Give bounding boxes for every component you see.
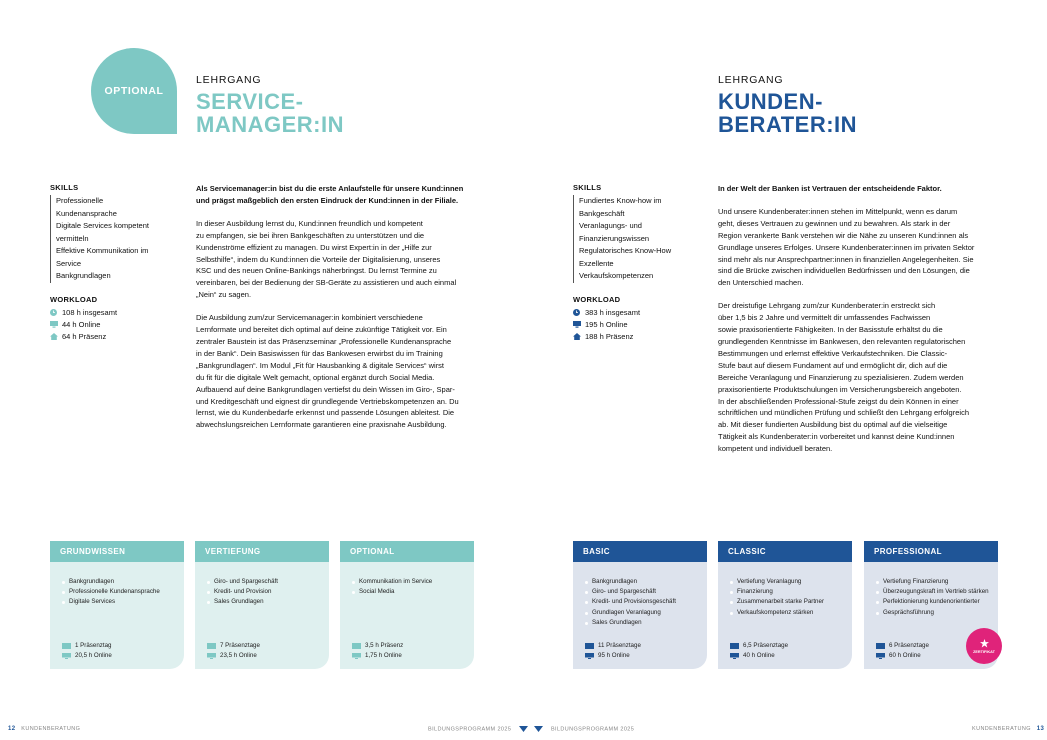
card-body — [718, 562, 852, 669]
right-title-line2: BERATER:IN — [718, 112, 858, 137]
text-line: Grundlage unseres Erfolges. Unsere Kundenberater:innen im privaten Sektor — [718, 242, 975, 252]
text-line: praxisorientierte Produktschulungen im Versicherungsbereich angeboten. — [718, 384, 962, 394]
optional-badge — [91, 48, 177, 134]
right-title-line1: KUNDEN- — [718, 89, 823, 114]
list-item: Gesprächsführung — [876, 608, 992, 618]
left-heading — [196, 74, 344, 136]
monitor-icon — [730, 653, 739, 659]
text-line: sowie praxisorientierte Fähigkeiten. In der Basisstufe erhältst du die — [718, 325, 943, 335]
card-stats — [352, 641, 403, 661]
card-list — [876, 577, 992, 618]
stat-online: 60 h Online — [889, 652, 921, 659]
left-sidebar — [50, 183, 170, 343]
card-list — [207, 577, 323, 608]
list-item: Kredit- und Provision — [207, 587, 323, 597]
list-item: vermitteln — [50, 233, 170, 246]
list-item: Giro- und Spargeschäft — [207, 577, 323, 587]
text-line: über 1,5 bis 2 Jahre und vermittelt dir umfassendes Fachwissen — [718, 313, 931, 323]
text-line: Stufe baut auf diesem Fundament auf und ermöglicht dir, dich auf die — [718, 360, 948, 370]
stat-online: 1,75 h Online — [365, 652, 402, 659]
workload-online: 44 h Online — [62, 319, 101, 329]
card-basic — [573, 541, 707, 669]
text-line: den Unterschied machen. — [718, 278, 804, 288]
stat-presence: 6,5 Präsenztage — [743, 642, 789, 649]
list-item: Überzeugungskraft im Vertrieb stärken — [876, 587, 992, 597]
workload-total: 108 h insgesamt — [62, 307, 118, 317]
text-line: in der Bank“. Dein Basiswissen für das Bankwesen erwirbst du im Training — [196, 348, 443, 358]
text-line: grundlegenden Kenntnisse im Bankwesen, den relevanten regulatorischen — [718, 336, 966, 346]
card-title: PROFESSIONAL — [864, 541, 998, 562]
list-item: Bankgrundlagen — [585, 577, 701, 587]
text-line: Region verankerte Bank verstehen wir die Nähe zu unseren Kund:innen als — [718, 230, 969, 240]
card-stats — [62, 641, 112, 661]
text-line: Der dreistufige Lehrgang zum/zur Kundenberater:in erstreckt sich — [718, 301, 936, 311]
list-item: Digitale Services kompetent — [50, 220, 170, 233]
right-page-title — [718, 90, 857, 136]
card-body — [195, 562, 329, 669]
text-line: du fit für die digitale Welt gemacht, optional ergänzt durch Social Media. — [196, 372, 435, 382]
list-item: Vertiefung Finanzierung — [876, 577, 992, 587]
text-line: abwechslungsreichen Lernformate garantieren eine praxisnahe Ausbildung. — [196, 420, 447, 430]
left-paragraph-1 — [196, 218, 486, 301]
stat-presence: 1 Präsenztag — [75, 642, 112, 649]
list-item: Vertiefung Veranlagung — [730, 577, 846, 587]
list-item: Bankgrundlagen — [62, 577, 178, 587]
left-page-title — [196, 90, 344, 136]
right-skills-heading: SKILLS — [573, 183, 602, 192]
text-line: „Bankgrundlagen“. Im Modul „Fit für Hausbanking & digitale Services“ wirst — [196, 360, 445, 370]
certificate-badge — [966, 628, 1002, 664]
card-grundwissen — [50, 541, 184, 669]
text-line: zu empfangen, sie bei ihren Bankgeschäften zu unterstützen und die — [196, 230, 425, 240]
list-item: Exzellente — [573, 258, 698, 271]
list-item: Professionelle Kundenansprache — [62, 587, 178, 597]
monitor-icon — [352, 653, 361, 659]
list-item: Verkaufskompetenz stärken — [730, 608, 846, 618]
card-list — [352, 577, 468, 597]
logo-icon — [534, 726, 543, 732]
stat-online: 95 h Online — [598, 652, 630, 659]
house-icon — [573, 333, 585, 340]
lead-line: Als Servicemanager:in bist du die erste Anlaufstelle für unsere Kund:innen — [196, 184, 464, 193]
monitor-icon — [585, 653, 594, 659]
stat-presence: 3,5 h Präsenz — [365, 642, 404, 649]
right-workload-list — [573, 307, 698, 343]
card-vertiefung — [195, 541, 329, 669]
list-item: Grundlagen Veranlagung — [585, 608, 701, 618]
right-workload-heading: WORKLOAD — [573, 294, 621, 304]
text-line: Bereiche Veranlagung und Finanzierung zu spezialisieren. Zudem werden — [718, 372, 964, 382]
text-line: Tätigkeit als Kundenberater:in vorbereitet und kannst deine Kund:innen — [718, 432, 955, 442]
footer-program: BILDUNGSPROGRAMM 2025 — [428, 726, 512, 733]
text-line: Aufbauend auf deine Bankgrundlagen vertiefst du dein Wissen im Giro-, Spar- — [196, 384, 455, 394]
left-kicker: LEHRGANG — [196, 74, 262, 86]
stat-online: 40 h Online — [743, 652, 775, 659]
text-line: ab. Mit dieser fundierten Ausbildung bist du optimal auf die vielseitige — [718, 420, 948, 430]
text-line: sind die Brücke zwischen individuellen Bedürfnissen und den Lösungen, die — [718, 266, 970, 276]
page-number: 13 — [1036, 726, 1045, 732]
text-line: In dieser Ausbildung lernst du, Kund:innen freundlich und kompetent — [196, 218, 423, 228]
list-item: Service — [50, 258, 170, 271]
list-item: Effektive Kommunikation im — [50, 245, 170, 258]
list-item: Sales Grundlagen — [585, 618, 701, 628]
list-item: Regulatorisches Know-How — [573, 245, 698, 258]
card-body — [340, 562, 474, 669]
right-paragraph-1 — [718, 206, 1008, 289]
card-stats — [207, 641, 260, 661]
text-line: „Nein“ zu sagen. — [196, 290, 252, 300]
text-line: KSC und des neuen Online-Bankings näherbringst. Du lernst Termine zu — [196, 266, 437, 276]
card-classic — [718, 541, 852, 669]
card-title: VERTIEFUNG — [195, 541, 329, 562]
left-title-line1: SERVICE- — [196, 89, 304, 114]
list-item: Kredit- und Provisionsgeschäft — [585, 597, 701, 607]
footer-section: KUNDENBERATUNG — [972, 726, 1031, 732]
list-item: Perfektionierung kundenorientierter — [876, 597, 992, 607]
logo-icon — [519, 726, 528, 732]
text-line: schriftlichen und mündlichen Prüfung und schließt den Lehrgang erfolgreich — [718, 408, 969, 418]
right-heading — [718, 74, 857, 136]
right-lead: In der Welt der Banken ist Vertrauen der entscheidende Faktor. — [718, 184, 942, 193]
text-line: zentraler Baustein ist das Präsenzseminar „Professionelle Kundenansprache — [196, 336, 452, 346]
workload-presence: 64 h Präsenz — [62, 331, 107, 341]
text-line: In der abschließenden Professional-Stufe zeigst du dein Können in einer — [718, 396, 959, 406]
clock-icon — [573, 309, 585, 316]
list-item: Kommunikation im Service — [352, 577, 468, 587]
list-item: Zusammenarbeit starke Partner — [730, 597, 846, 607]
monitor-icon — [573, 321, 585, 328]
list-item: Giro- und Spargeschäft — [585, 587, 701, 597]
text-line: kompetent und individuell beraten. — [718, 444, 833, 454]
list-item: Finanzierungswissen — [573, 233, 698, 246]
right-body — [718, 183, 1008, 466]
text-line: Bestimmungen und erlernst effektive Verkaufstechniken. Die Classic- — [718, 348, 948, 358]
left-workload-heading: WORKLOAD — [50, 294, 98, 304]
card-stats — [730, 641, 788, 661]
text-line: und Kreditgeschäft und eignest dir grundlegende Vertriebskompetenzen an. Du — [196, 396, 459, 406]
card-title: BASIC — [573, 541, 707, 562]
right-skills-list — [573, 195, 698, 283]
list-item: Sales Grundlagen — [207, 597, 323, 607]
text-line: Selbsthilfe“, indem du Kund:innen die Vorteile der Digitalisierung, unseres — [196, 254, 441, 264]
right-sidebar — [573, 183, 698, 343]
list-item: Professionelle — [50, 195, 170, 208]
left-footer — [8, 726, 80, 732]
card-stats — [876, 641, 929, 661]
calendar-icon — [730, 643, 739, 649]
text-line: Und unsere Kundenberater:innen stehen im Mittelpunkt, wenn es darum — [718, 206, 958, 216]
card-optional — [340, 541, 474, 669]
stat-presence: 6 Präsenztage — [889, 642, 929, 649]
card-body — [573, 562, 707, 669]
text-line: Die Ausbildung zum/zur Servicemanager:in kombiniert verschiedene — [196, 313, 423, 323]
right-paragraph-2 — [718, 300, 1008, 455]
right-footer-program — [534, 726, 634, 732]
card-list — [730, 577, 846, 618]
calendar-icon — [876, 643, 885, 649]
text-line: sind mehr als nur Ansprechpartner:innen in finanziellen Angelegenheiten. Sie — [718, 254, 974, 264]
right-kicker: LEHRGANG — [718, 74, 784, 86]
monitor-icon — [207, 653, 216, 659]
certificate-label: ZERTIFIKAT — [973, 649, 995, 654]
list-item: Bankgrundlagen — [50, 270, 170, 283]
calendar-icon — [352, 643, 361, 649]
right-footer — [972, 726, 1044, 732]
footer-section: KUNDENBERATUNG — [21, 726, 81, 732]
calendar-icon — [62, 643, 71, 649]
workload-presence: 188 h Präsenz — [585, 331, 634, 341]
stat-online: 20,5 h Online — [75, 652, 112, 659]
stat-presence: 11 Präsenztage — [598, 642, 641, 649]
card-list — [62, 577, 178, 608]
left-lead — [196, 183, 486, 207]
card-title: CLASSIC — [718, 541, 852, 562]
footer-program: BILDUNGSPROGRAMM 2025 — [550, 726, 635, 733]
list-item: Digitale Services — [62, 597, 178, 607]
page-number: 12 — [8, 726, 16, 732]
list-item: Veranlagungs- und — [573, 220, 698, 233]
left-skills-heading: SKILLS — [50, 183, 79, 192]
workload-online: 195 h Online — [585, 319, 628, 329]
workload-total: 383 h insgesamt — [585, 307, 641, 317]
text-line: lernst, wie du Kundenbedarfe erkennst und passende Lösungen ableitest. Die — [196, 408, 455, 418]
text-line: vereinbaren, bei der Bedienung der SB-Geräte zu assistieren und auch einmal — [196, 278, 457, 288]
left-skills-list — [50, 195, 170, 283]
card-body — [50, 562, 184, 669]
clock-icon — [50, 309, 62, 316]
star-icon — [980, 639, 989, 648]
calendar-icon — [585, 643, 594, 649]
monitor-icon — [876, 653, 885, 659]
monitor-icon — [50, 321, 62, 328]
calendar-icon — [207, 643, 216, 649]
left-title-line2: MANAGER:IN — [196, 112, 344, 137]
optional-badge-label: OPTIONAL — [104, 85, 164, 97]
card-title: OPTIONAL — [340, 541, 474, 562]
text-line: Lernformate und bereitet dich optimal auf deine zukünftige Tätigkeit vor. Ein — [196, 325, 447, 335]
monitor-icon — [62, 653, 71, 659]
left-body — [196, 183, 486, 442]
list-item: Fundiertes Know-how im — [573, 195, 698, 208]
list-item: Social Media — [352, 587, 468, 597]
text-line: Kundenströme effizient zu managen. Du wirst Expert:in in der „Hilfe zur — [196, 242, 432, 252]
stat-presence: 7 Präsenztage — [220, 642, 260, 649]
left-footer-program — [428, 726, 528, 732]
card-list — [585, 577, 701, 628]
card-stats — [585, 641, 641, 661]
list-item: Kundenansprache — [50, 208, 170, 221]
left-workload-list — [50, 307, 170, 343]
text-line: geht, dieses Vertrauen zu gewinnen und zu bewahren. Als stark in der — [718, 218, 951, 228]
left-paragraph-2 — [196, 312, 486, 431]
lead-line: und prägst maßgeblich den ersten Eindruck der Kund:innen in der Filiale. — [196, 195, 459, 205]
list-item: Verkaufskompetenzen — [573, 270, 698, 283]
list-item: Finanzierung — [730, 587, 846, 597]
house-icon — [50, 333, 62, 340]
stat-online: 23,5 h Online — [220, 652, 257, 659]
list-item: Bankgeschäft — [573, 208, 698, 221]
card-title: GRUNDWISSEN — [50, 541, 184, 562]
